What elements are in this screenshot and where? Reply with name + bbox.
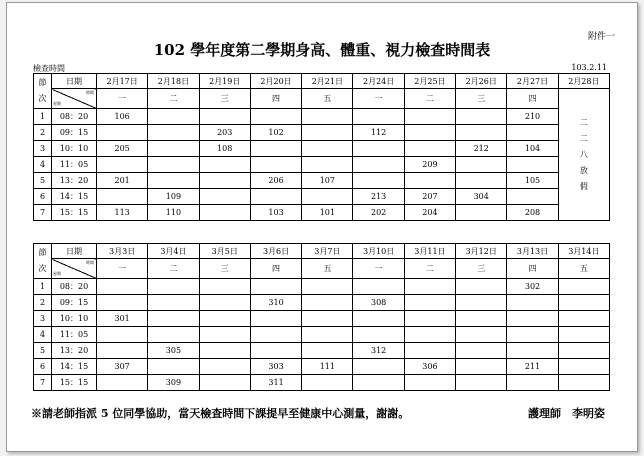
class-cell: [199, 343, 250, 359]
period-number-cell: 2: [34, 295, 52, 311]
class-cell: [558, 311, 609, 327]
class-cell: 103: [250, 205, 301, 221]
weekday-cell: 一: [97, 89, 148, 109]
class-cell: 112: [353, 125, 404, 141]
table-row: [34, 205, 610, 221]
period-number-cell: 1: [34, 109, 52, 125]
class-cell: [558, 359, 609, 375]
weekday-cell: 三: [199, 89, 250, 109]
class-cell: 310: [250, 295, 301, 311]
class-cell: 301: [97, 311, 148, 327]
holiday-char: 放: [579, 165, 588, 175]
weekday-cell: 一: [353, 89, 404, 109]
class-cell: [507, 189, 558, 205]
table-row: [34, 359, 610, 375]
class-cell: [250, 343, 301, 359]
class-cell: 307: [97, 359, 148, 375]
class-cell: 208: [507, 205, 558, 221]
class-cell: 111: [302, 359, 353, 375]
class-cell: [250, 189, 301, 205]
table-row: [34, 279, 610, 295]
schedule-label: 檢查時間: [33, 64, 65, 73]
class-cell: 209: [404, 157, 455, 173]
class-cell: [456, 375, 507, 391]
class-cell: [97, 375, 148, 391]
class-cell: [353, 173, 404, 189]
weekday-cell: 五: [302, 259, 353, 279]
holiday-char: 假: [579, 181, 588, 191]
weekday-cell: 一: [353, 259, 404, 279]
header-row-dates: [34, 74, 610, 89]
period-number-cell: 5: [34, 343, 52, 359]
date-cell: 2月19日: [199, 74, 250, 89]
class-cell: [97, 295, 148, 311]
class-cell: 210: [507, 109, 558, 125]
date-cell: 2月27日: [507, 74, 558, 89]
class-cell: [250, 141, 301, 157]
weekday-cell: 二: [148, 89, 199, 109]
document-page: [6, 2, 638, 452]
weekday-cell: 四: [250, 259, 301, 279]
date-header-cell: 日期: [52, 74, 97, 89]
weekday-cell: 三: [456, 89, 507, 109]
class-cell: [558, 327, 609, 343]
class-cell: 303: [250, 359, 301, 375]
period-header-cell: [34, 74, 52, 109]
class-cell: [507, 327, 558, 343]
class-cell: [302, 375, 353, 391]
class-cell: [199, 359, 250, 375]
class-cell: [302, 141, 353, 157]
date-cell: 2月20日: [250, 74, 301, 89]
class-cell: [148, 311, 199, 327]
class-cell: 212: [456, 141, 507, 157]
table-row: [34, 109, 610, 125]
class-cell: [302, 327, 353, 343]
holiday-char: 二: [579, 133, 588, 143]
class-cell: [456, 125, 507, 141]
period-number-cell: 3: [34, 311, 52, 327]
class-cell: [199, 279, 250, 295]
period-number-cell: 6: [34, 359, 52, 375]
table-row: [34, 141, 610, 157]
time-cell: 10：10: [52, 311, 97, 327]
time-cell: 11：05: [52, 327, 97, 343]
footer-note: ※請老師指派 5 位同學協助，當天檢查時間下課提早至健康中心測量，謝謝。: [31, 407, 410, 420]
diagonal-header-cell: [52, 259, 97, 279]
period-header-ci: 次: [38, 264, 47, 273]
date-cell: 3月11日: [404, 244, 455, 259]
class-cell: [353, 141, 404, 157]
table-row: [34, 327, 610, 343]
class-cell: [199, 109, 250, 125]
class-cell: [404, 141, 455, 157]
period-header-jie: 節: [38, 78, 47, 87]
weekday-cell: 四: [250, 89, 301, 109]
class-cell: [404, 109, 455, 125]
class-cell: [507, 311, 558, 327]
class-cell: [97, 189, 148, 205]
weekday-cell: 二: [404, 259, 455, 279]
class-cell: 110: [148, 205, 199, 221]
class-cell: [199, 189, 250, 205]
class-cell: [353, 279, 404, 295]
class-cell: 211: [507, 359, 558, 375]
table-row: [34, 157, 610, 173]
date-cell: 2月17日: [97, 74, 148, 89]
table-row: [34, 343, 610, 359]
class-cell: [353, 327, 404, 343]
weekday-cell: 三: [199, 259, 250, 279]
holiday-cell: [558, 89, 609, 221]
class-cell: [404, 375, 455, 391]
date-cell: 2月18日: [148, 74, 199, 89]
class-cell: [456, 279, 507, 295]
class-cell: 204: [404, 205, 455, 221]
class-cell: [507, 295, 558, 311]
weekday-cell: 二: [148, 259, 199, 279]
class-cell: 102: [250, 125, 301, 141]
diagonal-weekday-label: 星期: [53, 271, 61, 276]
class-cell: [456, 205, 507, 221]
date-cell: 3月7日: [302, 244, 353, 259]
time-cell: 11：05: [52, 157, 97, 173]
class-cell: 305: [148, 343, 199, 359]
class-cell: [148, 279, 199, 295]
class-cell: 206: [250, 173, 301, 189]
class-cell: 101: [302, 205, 353, 221]
weekday-cell: 三: [456, 259, 507, 279]
class-cell: [250, 327, 301, 343]
period-number-cell: 7: [34, 205, 52, 221]
class-cell: [558, 375, 609, 391]
class-cell: [148, 125, 199, 141]
class-cell: 202: [353, 205, 404, 221]
date-cell: 2月26日: [456, 74, 507, 89]
class-cell: [199, 375, 250, 391]
diagonal-time-label: 時間: [86, 90, 94, 95]
class-cell: [353, 359, 404, 375]
class-cell: 302: [507, 279, 558, 295]
footer-signature: 護理師 李明姿: [528, 407, 605, 420]
date-cell: 2月21日: [302, 74, 353, 89]
class-cell: 201: [97, 173, 148, 189]
class-cell: [456, 311, 507, 327]
holiday-char: 二: [579, 117, 588, 127]
class-cell: [507, 375, 558, 391]
date-cell: 3月12日: [456, 244, 507, 259]
header-row-dates: [34, 244, 610, 259]
header-row-weekdays: [34, 259, 610, 279]
time-cell: 14：15: [52, 359, 97, 375]
time-cell: 13：20: [52, 173, 97, 189]
class-cell: [404, 295, 455, 311]
period-number-cell: 5: [34, 173, 52, 189]
time-cell: 08：20: [52, 109, 97, 125]
weekday-cell: 四: [507, 259, 558, 279]
class-cell: [302, 157, 353, 173]
class-cell: [250, 279, 301, 295]
weekday-cell: 二: [404, 89, 455, 109]
class-cell: [558, 343, 609, 359]
period-number-cell: 1: [34, 279, 52, 295]
class-cell: [404, 311, 455, 327]
time-cell: 14：15: [52, 189, 97, 205]
weekday-cell: 五: [558, 259, 609, 279]
class-cell: [148, 359, 199, 375]
document-date: 103.2.11: [571, 63, 607, 72]
weekday-cell: 一: [97, 259, 148, 279]
date-cell: 3月6日: [250, 244, 301, 259]
class-cell: [199, 311, 250, 327]
class-cell: [250, 109, 301, 125]
schedule-table-march: [33, 243, 610, 391]
weekday-cell: 四: [507, 89, 558, 109]
class-cell: 309: [148, 375, 199, 391]
class-cell: [456, 157, 507, 173]
class-cell: [148, 327, 199, 343]
period-header-cell: [34, 244, 52, 279]
class-cell: [148, 141, 199, 157]
class-cell: [404, 343, 455, 359]
class-cell: [199, 295, 250, 311]
table-row: [34, 311, 610, 327]
class-cell: 306: [404, 359, 455, 375]
class-cell: [97, 343, 148, 359]
class-cell: 308: [353, 295, 404, 311]
page-title: 102 學年度第二學期身高、體重、視力檢查時間表: [153, 41, 491, 59]
class-cell: [97, 157, 148, 173]
class-cell: [148, 157, 199, 173]
class-cell: [558, 279, 609, 295]
date-cell: 3月5日: [199, 244, 250, 259]
period-number-cell: 4: [34, 157, 52, 173]
class-cell: [456, 295, 507, 311]
class-cell: [148, 295, 199, 311]
date-cell: 2月24日: [353, 74, 404, 89]
class-cell: [97, 327, 148, 343]
period-header-ci: 次: [38, 94, 47, 103]
class-cell: [302, 295, 353, 311]
table-row: [34, 125, 610, 141]
class-cell: [404, 125, 455, 141]
class-cell: [302, 343, 353, 359]
date-cell: 3月3日: [97, 244, 148, 259]
class-cell: [148, 109, 199, 125]
class-cell: 106: [97, 109, 148, 125]
class-cell: [353, 157, 404, 173]
class-cell: 113: [97, 205, 148, 221]
class-cell: [456, 343, 507, 359]
table-row: [34, 375, 610, 391]
class-cell: [302, 311, 353, 327]
class-cell: [199, 327, 250, 343]
time-cell: 10：10: [52, 141, 97, 157]
class-cell: [507, 157, 558, 173]
class-cell: [353, 109, 404, 125]
class-cell: [404, 327, 455, 343]
class-cell: [353, 311, 404, 327]
date-cell: 3月4日: [148, 244, 199, 259]
class-cell: [507, 343, 558, 359]
time-cell: 15：15: [52, 205, 97, 221]
class-cell: 312: [353, 343, 404, 359]
class-cell: 203: [199, 125, 250, 141]
class-cell: [302, 189, 353, 205]
date-cell: 2月25日: [404, 74, 455, 89]
date-cell: 2月28日: [558, 74, 609, 89]
class-cell: [302, 109, 353, 125]
class-cell: [353, 375, 404, 391]
class-cell: [97, 125, 148, 141]
header-row-weekdays: [34, 89, 610, 109]
class-cell: [507, 125, 558, 141]
period-number-cell: 6: [34, 189, 52, 205]
class-cell: [456, 173, 507, 189]
period-header-jie: 節: [38, 248, 47, 257]
table-row: [34, 189, 610, 205]
class-cell: [456, 109, 507, 125]
class-cell: 105: [507, 173, 558, 189]
time-cell: 13：20: [52, 343, 97, 359]
date-cell: 3月14日: [558, 244, 609, 259]
class-cell: [97, 279, 148, 295]
period-number-cell: 7: [34, 375, 52, 391]
class-cell: [250, 157, 301, 173]
class-cell: 205: [97, 141, 148, 157]
class-cell: 207: [404, 189, 455, 205]
date-header-cell: 日期: [52, 244, 97, 259]
time-cell: 09：15: [52, 295, 97, 311]
class-cell: [199, 173, 250, 189]
class-cell: 311: [250, 375, 301, 391]
class-cell: 108: [199, 141, 250, 157]
class-cell: [148, 173, 199, 189]
class-cell: [199, 157, 250, 173]
class-cell: [199, 205, 250, 221]
time-cell: 08：20: [52, 279, 97, 295]
holiday-char: 八: [579, 149, 588, 159]
class-cell: 109: [148, 189, 199, 205]
table-row: [34, 173, 610, 189]
weekday-cell: 五: [302, 89, 353, 109]
class-cell: [250, 311, 301, 327]
class-cell: [456, 327, 507, 343]
class-cell: 107: [302, 173, 353, 189]
table-row: [34, 295, 610, 311]
period-number-cell: 2: [34, 125, 52, 141]
class-cell: [558, 295, 609, 311]
date-cell: 3月13日: [507, 244, 558, 259]
class-cell: 213: [353, 189, 404, 205]
class-cell: 104: [507, 141, 558, 157]
schedule-table-february: [33, 73, 610, 221]
diagonal-weekday-label: 星期: [53, 101, 61, 106]
diagonal-time-label: 時間: [86, 260, 94, 265]
time-cell: 09：15: [52, 125, 97, 141]
time-cell: 15：15: [52, 375, 97, 391]
class-cell: [404, 279, 455, 295]
class-cell: [456, 359, 507, 375]
diagonal-header-cell: [52, 89, 97, 109]
class-cell: [404, 173, 455, 189]
period-number-cell: 4: [34, 327, 52, 343]
date-cell: 3月10日: [353, 244, 404, 259]
class-cell: [302, 279, 353, 295]
attachment-label: 附件一: [587, 32, 615, 42]
class-cell: [302, 125, 353, 141]
period-number-cell: 3: [34, 141, 52, 157]
class-cell: 304: [456, 189, 507, 205]
